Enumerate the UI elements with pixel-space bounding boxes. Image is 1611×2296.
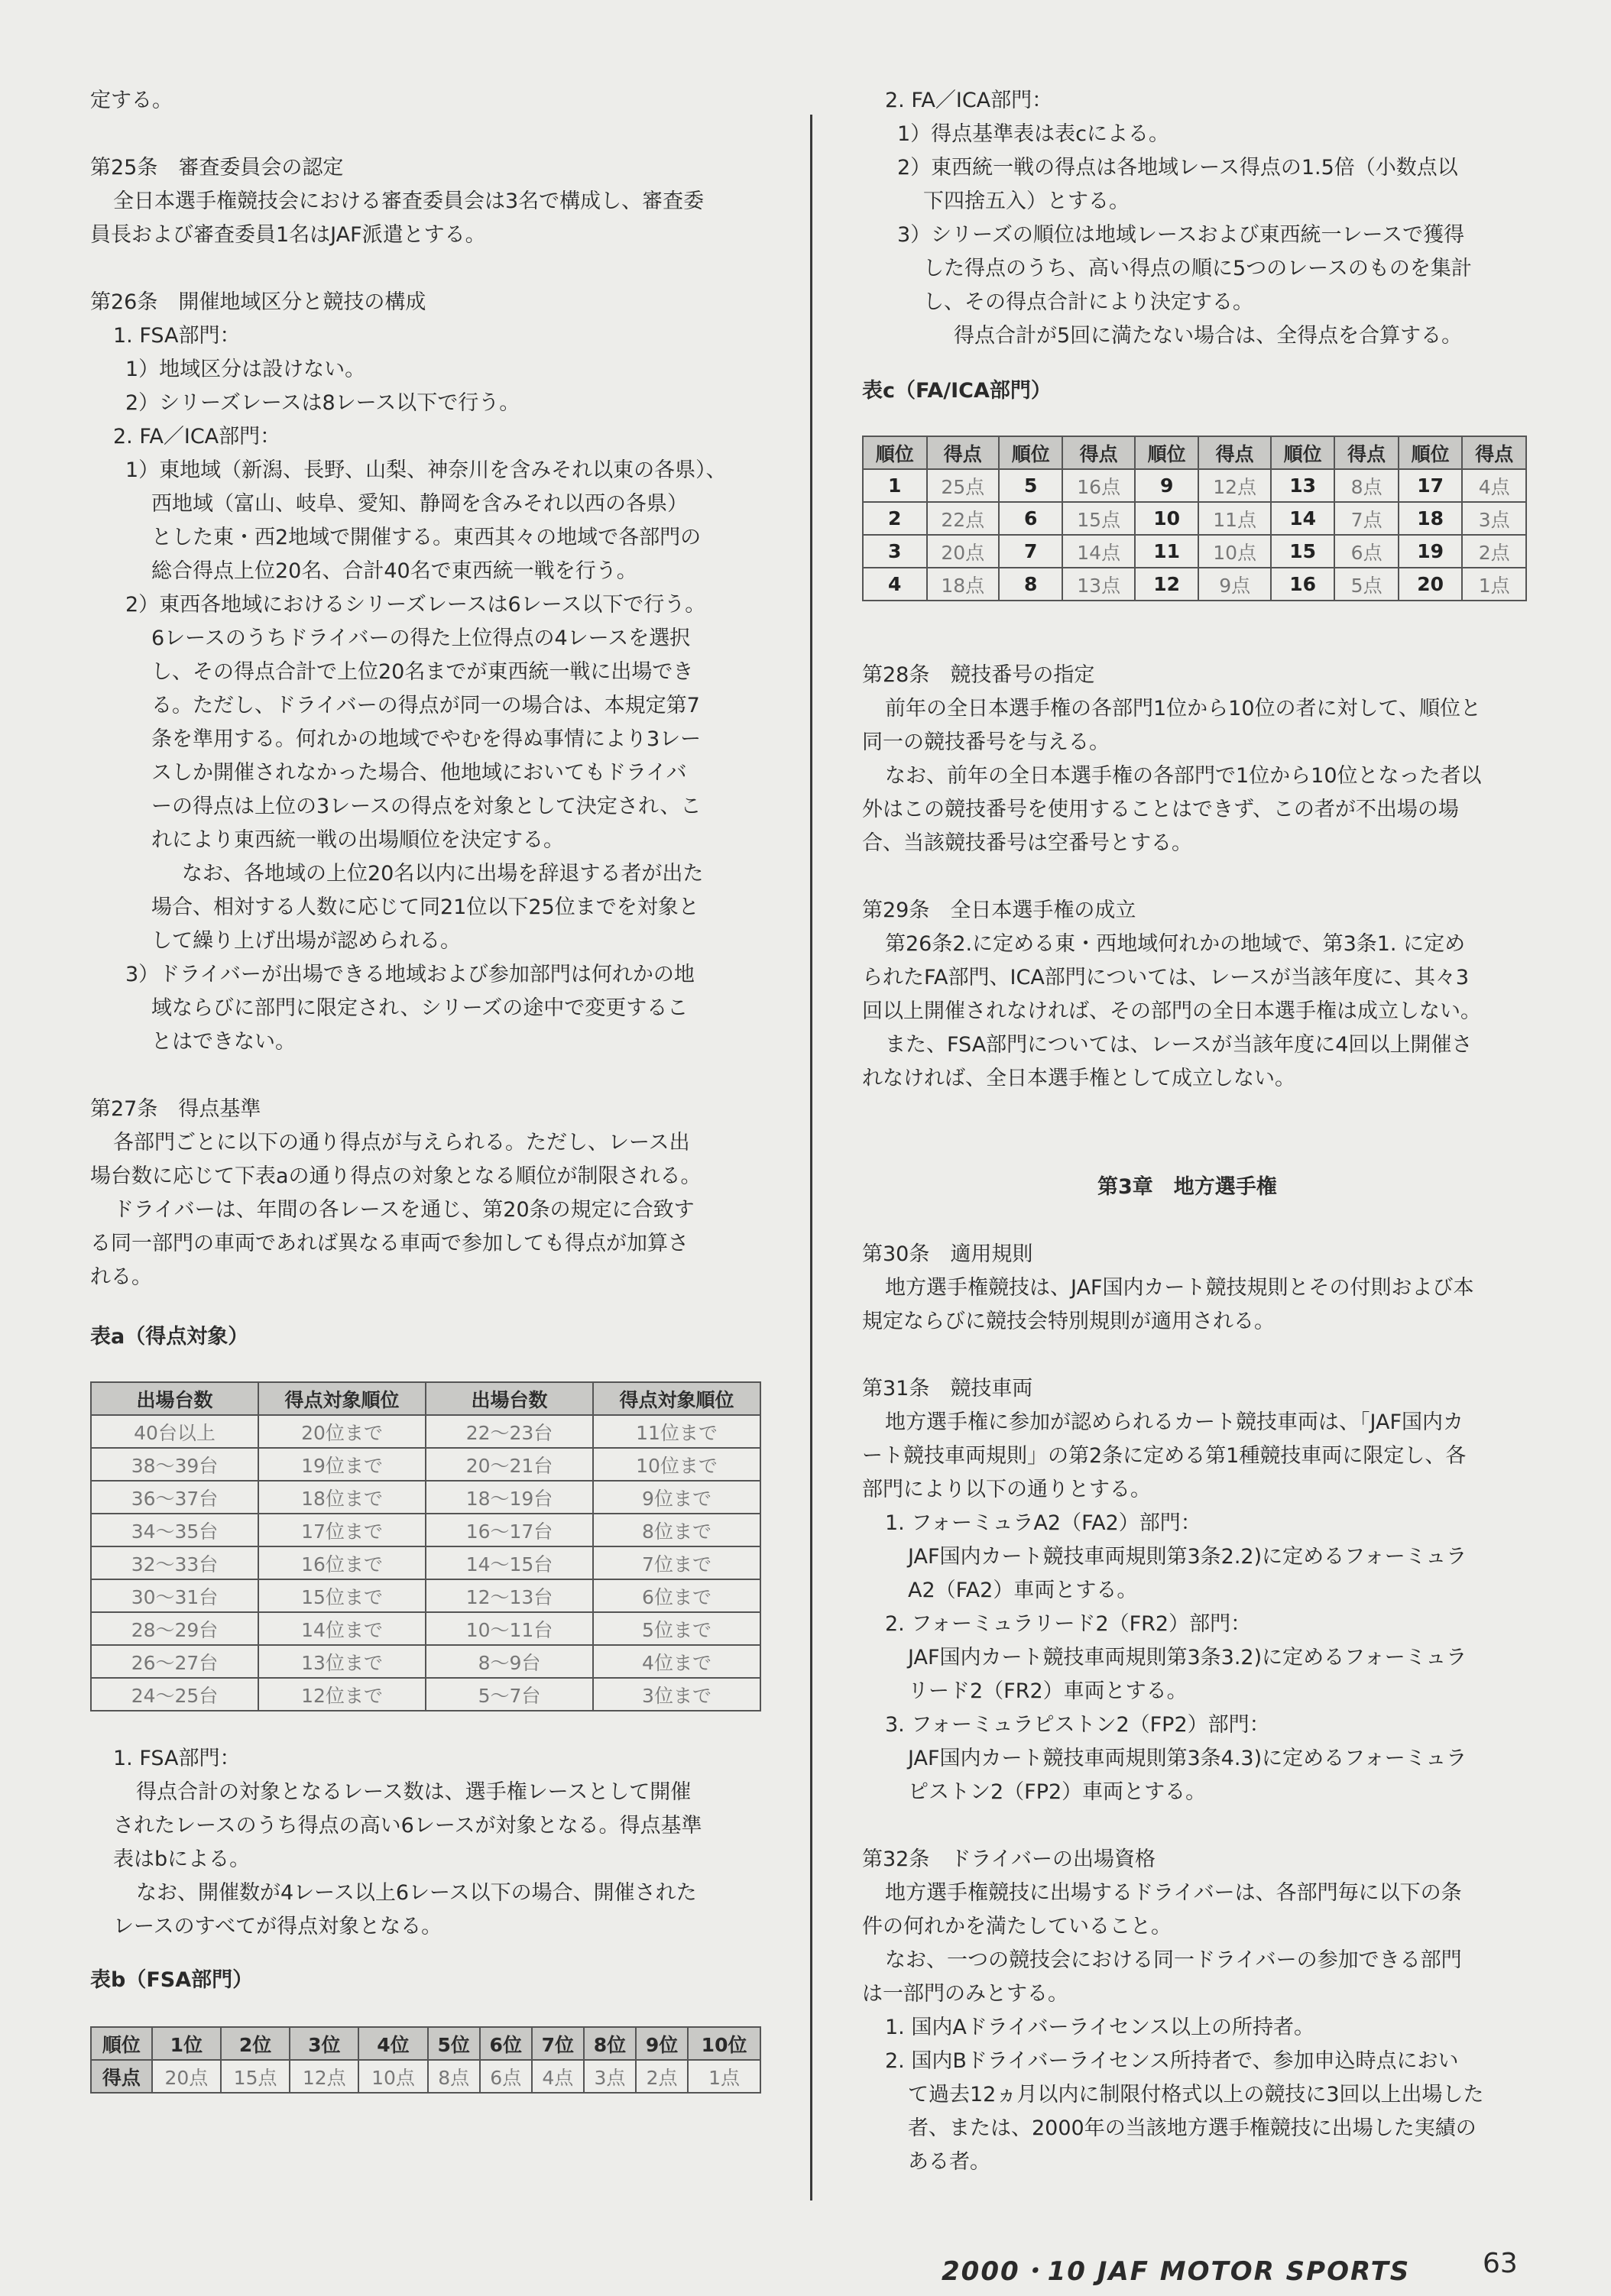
text-line: 地方選手権競技は、JAF国内カート競技規則とその付則および本 xyxy=(885,1276,1474,1300)
rank-cell: 2位 xyxy=(221,2027,290,2060)
text-line: 第26条2.に定める東・西地域何れかの地域で、第3条1. に定め xyxy=(885,932,1466,956)
table-b xyxy=(90,2026,761,2094)
table-cell: 16～17台 xyxy=(426,1514,593,1546)
point-cell: 15点 xyxy=(221,2060,290,2093)
text-line: スしか開催されなかった場合、他地域においてもドライバ xyxy=(151,761,687,785)
text-line: 第30条 適用規則 xyxy=(862,1242,1033,1266)
table-cell: 2点 xyxy=(1462,535,1526,568)
text-line: 第31条 競技車両 xyxy=(862,1377,1033,1401)
text-line: 3）シリーズの順位は地域レースおよび東西統一レースで獲得 xyxy=(897,223,1465,247)
text-line: ーの得点は上位の3レースの得点を対象として決定され、こ xyxy=(151,795,702,818)
table-cell: 10～11台 xyxy=(426,1612,593,1645)
table-cell: 36～37台 xyxy=(91,1481,258,1514)
text-line: 回以上開催されなければ、その部門の全日本選手権は成立しない。 xyxy=(862,999,1481,1023)
text-line: 1. 国内Aドライバーライセンス以上の所持者。 xyxy=(885,2016,1315,2039)
text-line: 得点合計の対象となるレース数は、選手権レースとして開催 xyxy=(136,1780,692,1804)
text-line: また、FSA部門については、レースが当該年度に4回以上開催さ xyxy=(885,1033,1473,1057)
table-a-header: 得点対象順位 xyxy=(258,1382,426,1415)
table-cell: 18 xyxy=(1399,502,1463,535)
table-cell: 38～39台 xyxy=(91,1448,258,1481)
table-c-header: 得点 xyxy=(927,436,999,469)
text-line: 2）東西各地域におけるシリーズレースは6レース以下で行う。 xyxy=(125,593,706,617)
table-cell: 16 xyxy=(1271,568,1335,601)
table-row xyxy=(91,1579,760,1612)
text-line: 3. フォーミュラピストン2（FP2）部門： xyxy=(885,1713,1270,1737)
text-line: 域ならびに部門に限定され、シリーズの途中で変更するこ xyxy=(151,996,689,1020)
table-row xyxy=(91,1415,760,1448)
text-line: 第3章 地方選手権 xyxy=(1097,1175,1277,1199)
text-line: 2）東西統一戦の得点は各地域レース得点の1.5倍（小数点以 xyxy=(897,156,1458,180)
table-row xyxy=(91,1612,760,1645)
table-cell: 40台以上 xyxy=(91,1415,258,1448)
text-line: 2. フォーミュラリード2（FR2）部門： xyxy=(885,1612,1252,1636)
rank-cell: 5位 xyxy=(428,2027,480,2060)
table-cell: 18～19台 xyxy=(426,1481,593,1514)
table-cell: 26～27台 xyxy=(91,1645,258,1678)
point-cell: 12点 xyxy=(290,2060,358,2093)
text-line: 前年の全日本選手権の各部門1位から10位の者に対して、順位と xyxy=(885,697,1481,721)
text-line: 第32条 ドライバーの出場資格 xyxy=(862,1847,1156,1871)
table-cell: 30～31台 xyxy=(91,1579,258,1612)
table-c-header: 順位 xyxy=(1271,436,1335,469)
text-line: 外はこの競技番号を使用することはできず、この者が不出場の場 xyxy=(862,798,1459,821)
table-cell: 9位まで xyxy=(593,1481,760,1514)
magazine-footer: 2000・10 JAF MOTOR SPORTS xyxy=(942,2256,1411,2287)
table-cell: 14～15台 xyxy=(426,1546,593,1579)
text-line: し、その得点合計により決定する。 xyxy=(923,290,1253,314)
table-cell: 15点 xyxy=(1062,502,1134,535)
table-cell: 20～21台 xyxy=(426,1448,593,1481)
table-cell: 18点 xyxy=(927,568,999,601)
text-line: 2. 国内Bドライバーライセンス所持者で、参加申込時点におい xyxy=(885,2049,1459,2073)
table-c-header: 得点 xyxy=(1062,436,1134,469)
table-cell: 3点 xyxy=(1462,502,1526,535)
text-line: 第26条 開催地域区分と競技の構成 xyxy=(90,290,426,314)
table-cell: 19位まで xyxy=(258,1448,426,1481)
text-line: 員長および審査委員1名はJAF派遣とする。 xyxy=(90,223,486,247)
table-cell: 9 xyxy=(1135,469,1199,502)
table-cell: 20点 xyxy=(927,535,999,568)
table-cell: 25点 xyxy=(927,469,999,502)
table-cell: 3 xyxy=(863,535,927,568)
text-line: 得点合計が5回に満たない場合は、全得点を合算する。 xyxy=(954,324,1463,348)
table-c-header: 順位 xyxy=(1135,436,1199,469)
table-cell: 6 xyxy=(999,502,1063,535)
table-cell: 2 xyxy=(863,502,927,535)
text-line: ピストン2（FP2）車両とする。 xyxy=(908,1780,1207,1804)
text-line: 各部門ごとに以下の通り得点が与えられる。ただし、レース出 xyxy=(113,1131,690,1154)
text-line: 第29条 全日本選手権の成立 xyxy=(862,899,1136,922)
point-cell: 8点 xyxy=(428,2060,480,2093)
table-cell: 14点 xyxy=(1062,535,1134,568)
table-cell: 17位まで xyxy=(258,1514,426,1546)
table-cell: 6点 xyxy=(1334,535,1399,568)
rank-cell: 4位 xyxy=(358,2027,427,2060)
text-line: 者、または、2000年の当該地方選手権競技に出場した実績の xyxy=(908,2116,1476,2140)
text-line: れなければ、全日本選手権として成立しない。 xyxy=(862,1067,1295,1090)
text-line: なお、前年の全日本選手権の各部門で1位から10位となった者以 xyxy=(885,764,1482,788)
table-c-header: 得点 xyxy=(1334,436,1399,469)
text-line: 総合得点上位20名、合計40名で東西統一戦を行う。 xyxy=(151,559,637,583)
text-line: ある者。 xyxy=(908,2150,990,2174)
text-line: ドライバーは、年間の各レースを通じ、第20条の規定に合致す xyxy=(113,1198,695,1222)
text-line: 条を準用する。何れかの地域でやむを得ぬ事情により3レー xyxy=(151,727,702,751)
text-line: されたレースのうち得点の高い6レースが対象となる。得点基準 xyxy=(113,1814,702,1838)
table-cell: 6位まで xyxy=(593,1579,760,1612)
point-cell: 10点 xyxy=(358,2060,427,2093)
table-cell: 7点 xyxy=(1334,502,1399,535)
table-cell: 16位まで xyxy=(258,1546,426,1579)
point-label: 得点 xyxy=(91,2060,152,2093)
text-line: なお、各地域の上位20名以内に出場を辞退する者が出た xyxy=(182,862,704,886)
text-line: 全日本選手権競技会における審査委員会は3名で構成し、審査委 xyxy=(113,189,705,213)
text-line: A2（FA2）車両とする。 xyxy=(908,1579,1138,1602)
table-cell: 11位まで xyxy=(593,1415,760,1448)
point-cell: 1点 xyxy=(688,2060,760,2093)
table-row xyxy=(91,1448,760,1481)
text-line: 1. FSA部門： xyxy=(113,1747,241,1770)
table-cell: 32～33台 xyxy=(91,1546,258,1579)
text-line: 第27条 得点基準 xyxy=(90,1097,261,1121)
table-cell: 17 xyxy=(1399,469,1463,502)
text-line: 1）得点基準表は表cによる。 xyxy=(897,122,1170,146)
table-a-header: 出場台数 xyxy=(91,1382,258,1415)
text-line: 部門により以下の通りとする。 xyxy=(862,1478,1151,1501)
table-cell: 9点 xyxy=(1198,568,1270,601)
text-line: 第25条 審査委員会の認定 xyxy=(90,156,344,180)
text-line: 2. FA／ICA部門： xyxy=(113,425,281,449)
table-cell: 4位まで xyxy=(593,1645,760,1678)
table-cell: 1点 xyxy=(1462,568,1526,601)
table-c xyxy=(862,436,1527,601)
column-divider xyxy=(810,115,812,2200)
text-line: し、その得点合計で上位20名までが東西統一戦に出場でき xyxy=(151,660,694,684)
rank-cell: 9位 xyxy=(636,2027,688,2060)
text-line: は一部門のみとする。 xyxy=(862,1982,1068,2006)
table-c-header: 順位 xyxy=(1399,436,1463,469)
rank-cell: 8位 xyxy=(584,2027,636,2060)
table-cell: 13点 xyxy=(1062,568,1134,601)
table-cell: 12 xyxy=(1135,568,1199,601)
table-cell: 14位まで xyxy=(258,1612,426,1645)
table-cell: 8位まで xyxy=(593,1514,760,1546)
table-a-header: 得点対象順位 xyxy=(593,1382,760,1415)
table-cell: 5 xyxy=(999,469,1063,502)
rank-label: 順位 xyxy=(91,2027,152,2060)
table-cell: 12点 xyxy=(1198,469,1270,502)
table-cell: 5位まで xyxy=(593,1612,760,1645)
rank-cell: 3位 xyxy=(290,2027,358,2060)
text-line: して繰り上げ出場が認められる。 xyxy=(151,929,461,953)
text-line: 1）東地域（新潟、長野、山梨、神奈川を含みそれ以東の各県）、 xyxy=(125,458,727,482)
table-row xyxy=(91,1514,760,1546)
point-cell: 4点 xyxy=(532,2060,584,2093)
text-line: 規定ならびに競技会特別規則が適用される。 xyxy=(862,1310,1275,1333)
point-cell: 20点 xyxy=(152,2060,221,2093)
table-cell: 14 xyxy=(1271,502,1335,535)
text-line: 西地域（富山、岐阜、愛知、静岡を含みそれ以西の各県） xyxy=(151,492,688,516)
point-cell: 3点 xyxy=(584,2060,636,2093)
text-line: なお、開催数が4レース以上6レース以下の場合、開催された xyxy=(136,1881,697,1905)
text-line: 場台数に応じて下表aの通り得点の対象となる順位が制限される。 xyxy=(90,1164,702,1188)
text-line: なお、一つの競技会における同一ドライバーの参加できる部門 xyxy=(885,1948,1462,1972)
point-cell: 6点 xyxy=(480,2060,532,2093)
table-cell: 10位まで xyxy=(593,1448,760,1481)
text-line: 地方選手権競技に出場するドライバーは、各部門毎に以下の条 xyxy=(885,1881,1462,1905)
table-cell: 15 xyxy=(1271,535,1335,568)
rank-cell: 6位 xyxy=(480,2027,532,2060)
text-line: 表a（得点対象） xyxy=(90,1325,249,1349)
table-c-header: 得点 xyxy=(1198,436,1270,469)
text-line: レースのすべてが得点対象となる。 xyxy=(113,1915,442,1938)
text-line: れにより東西統一戦の出場順位を決定する。 xyxy=(151,828,564,852)
text-line: 1. フォーミュラA2（FA2）部門： xyxy=(885,1511,1201,1535)
table-row xyxy=(91,1645,760,1678)
table-cell: 20 xyxy=(1399,568,1463,601)
text-line: 表b（FSA部門） xyxy=(90,1968,254,1992)
text-line: 2）シリーズレースは8レース以下で行う。 xyxy=(125,391,520,415)
text-line: とした東・西2地域で開催する。東西其々の地域で各部門の xyxy=(151,526,702,549)
table-cell: 5～7台 xyxy=(426,1678,593,1711)
table-c-header: 得点 xyxy=(1462,436,1526,469)
text-line: る同一部門の車両であれば異なる車両で参加しても得点が加算さ xyxy=(90,1232,689,1255)
table-row xyxy=(91,1546,760,1579)
table-cell: 22～23台 xyxy=(426,1415,593,1448)
table-row xyxy=(863,502,1526,535)
table-a xyxy=(90,1381,761,1711)
table-cell: 13位まで xyxy=(258,1645,426,1678)
text-line: 地方選手権に参加が認められるカート競技車両は、「JAF国内カ xyxy=(885,1410,1464,1434)
table-cell: 5点 xyxy=(1334,568,1399,601)
text-line: て過去12ヵ月以内に制限付格式以上の競技に3回以上出場した xyxy=(908,2083,1484,2107)
table-row xyxy=(91,1481,760,1514)
table-cell: 12～13台 xyxy=(426,1579,593,1612)
table-row xyxy=(863,535,1526,568)
text-line: した得点のうち、高い得点の順に5つのレースのものを集計 xyxy=(923,257,1472,280)
text-line: られたFA部門、ICA部門については、レースが当該年度に、其々3 xyxy=(862,966,1470,989)
text-line: 1）地域区分は設けない。 xyxy=(125,358,366,381)
page-number: 63 xyxy=(1483,2248,1518,2279)
text-line: 件の何れかを満たしていること。 xyxy=(862,1915,1172,1938)
text-line: 場合、相対する人数に応じて同21位以下25位までを対象と xyxy=(151,895,699,919)
rank-cell: 10位 xyxy=(688,2027,760,2060)
table-cell: 7位まで xyxy=(593,1546,760,1579)
table-c-header: 順位 xyxy=(863,436,927,469)
text-line: 表はbによる。 xyxy=(113,1847,251,1871)
rank-cell: 1位 xyxy=(152,2027,221,2060)
table-cell: 13 xyxy=(1271,469,1335,502)
table-cell: 4点 xyxy=(1462,469,1526,502)
table-cell: 3位まで xyxy=(593,1678,760,1711)
text-line: ート競技車両規則」の第2条に定める第1種競技車両に限定し、各 xyxy=(862,1444,1467,1468)
table-cell: 1 xyxy=(863,469,927,502)
text-line: リード2（FR2）車両とする。 xyxy=(908,1679,1188,1703)
table-cell: 24～25台 xyxy=(91,1678,258,1711)
text-line: 2. FA／ICA部門： xyxy=(885,89,1053,112)
text-line: 表c（FA/ICA部門） xyxy=(862,379,1052,403)
table-cell: 8 xyxy=(999,568,1063,601)
text-line: 同一の競技番号を与える。 xyxy=(862,730,1110,754)
table-cell: 12位まで xyxy=(258,1678,426,1711)
table-cell: 22点 xyxy=(927,502,999,535)
table-cell: 10点 xyxy=(1198,535,1270,568)
table-row xyxy=(863,568,1526,601)
table-cell: 34～35台 xyxy=(91,1514,258,1546)
text-line: 6レースのうちドライバーの得た上位得点の4レースを選択 xyxy=(151,627,691,650)
table-cell: 16点 xyxy=(1062,469,1134,502)
table-cell: 18位まで xyxy=(258,1481,426,1514)
text-line: る。ただし、ドライバーの得点が同一の場合は、本規定第7 xyxy=(151,694,700,717)
table-cell: 7 xyxy=(999,535,1063,568)
table-c-header: 順位 xyxy=(999,436,1063,469)
table-a-header: 出場台数 xyxy=(426,1382,593,1415)
text-line: JAF国内カート競技車両規則第3条2.2)に定めるフォーミュラ xyxy=(908,1545,1467,1569)
table-cell: 10 xyxy=(1135,502,1199,535)
table-cell: 19 xyxy=(1399,535,1463,568)
text-line: 定する。 xyxy=(90,89,173,112)
text-line: とはできない。 xyxy=(151,1030,296,1054)
table-cell: 8～9台 xyxy=(426,1645,593,1678)
table-row xyxy=(91,1678,760,1711)
table-cell: 11 xyxy=(1135,535,1199,568)
table-cell: 8点 xyxy=(1334,469,1399,502)
text-line: れる。 xyxy=(90,1265,152,1289)
table-cell: 4 xyxy=(863,568,927,601)
text-line: 合、当該競技番号は空番号とする。 xyxy=(862,831,1192,855)
table-cell: 15位まで xyxy=(258,1579,426,1612)
text-line: JAF国内カート競技車両規則第3条3.2)に定めるフォーミュラ xyxy=(908,1646,1467,1669)
rank-cell: 7位 xyxy=(532,2027,584,2060)
table-cell: 20位まで xyxy=(258,1415,426,1448)
text-line: JAF国内カート競技車両規則第3条4.3)に定めるフォーミュラ xyxy=(908,1747,1467,1770)
table-row xyxy=(863,469,1526,502)
text-line: 下四捨五入）とする。 xyxy=(923,189,1130,213)
table-cell: 28～29台 xyxy=(91,1612,258,1645)
text-line: 1. FSA部門： xyxy=(113,324,241,348)
table-cell: 11点 xyxy=(1198,502,1270,535)
text-line: 3）ドライバーが出場できる地域および参加部門は何れかの地 xyxy=(125,963,695,986)
text-line: 第28条 競技番号の指定 xyxy=(862,663,1095,687)
point-cell: 2点 xyxy=(636,2060,688,2093)
